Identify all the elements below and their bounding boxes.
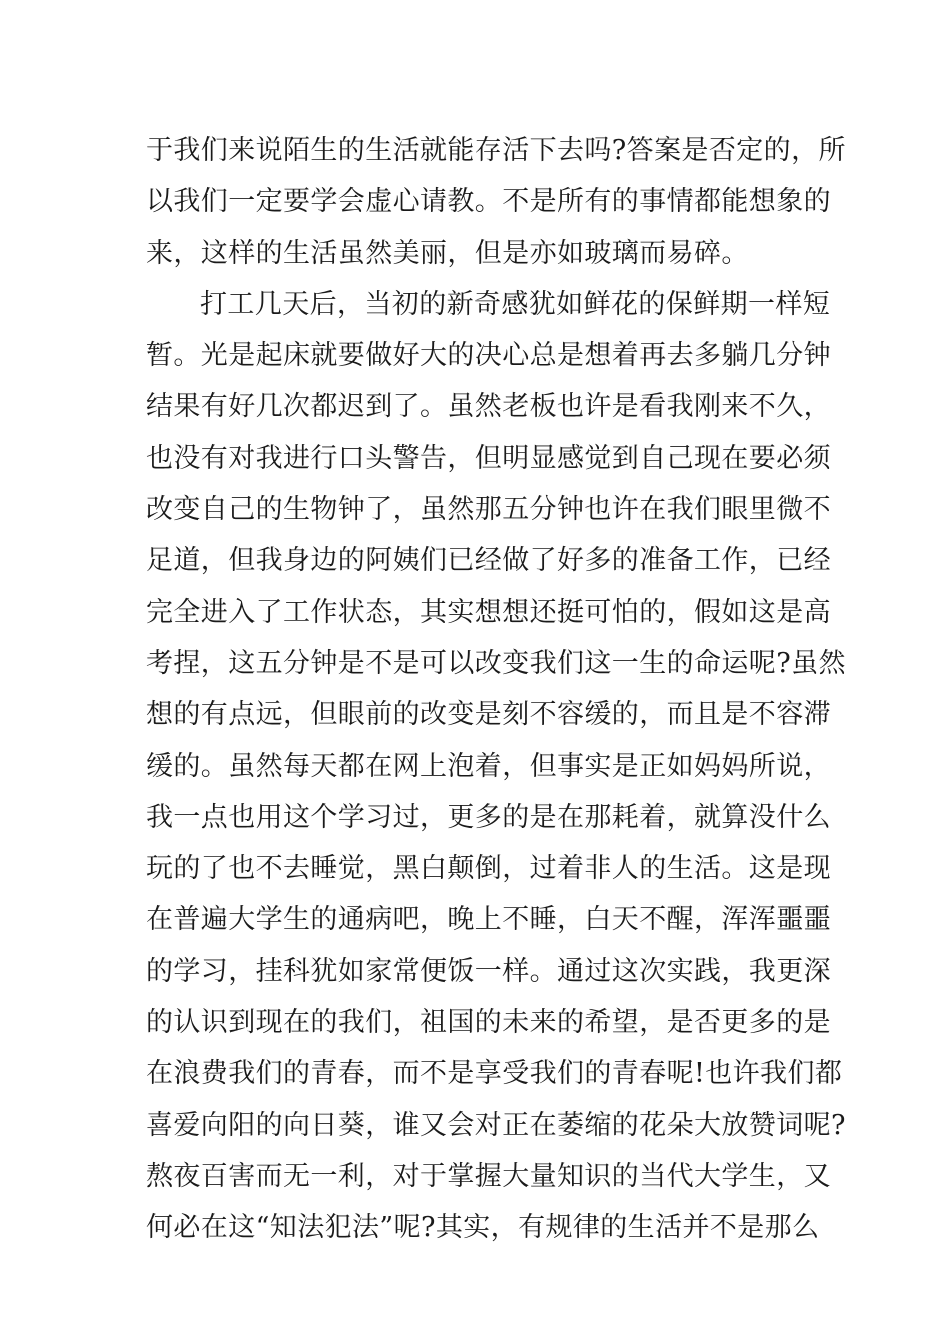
text-line: 改变自己的生物钟了，虽然那五分钟也许在我们眼里微不 bbox=[146, 494, 831, 526]
text-line: 来，这样的生活虽然美丽，但是亦如玻璃而易碎。 bbox=[146, 237, 749, 269]
text-line: 结果有好几次都迟到了。虽然老板也许是看我刚来不久， bbox=[146, 391, 831, 423]
text-line: 熬夜百害而无一利，对于掌握大量知识的当代大学生，又 bbox=[146, 1160, 831, 1192]
text-line: 想的有点远，但眼前的改变是刻不容缓的，而且是不容滞 bbox=[146, 699, 831, 731]
text-line: 缓的。虽然每天都在网上泡着，但事实是正如妈妈所说， bbox=[146, 750, 831, 782]
body-text bbox=[146, 125, 846, 1254]
text-line: 足道，但我身边的阿姨们已经做了好多的准备工作，已经 bbox=[146, 545, 831, 577]
text-line: 何必在这“知法犯法”呢?其实，有规律的生活并不是那么 bbox=[146, 1212, 820, 1244]
text-line: 玩的了也不去睡觉，黑白颠倒，过着非人的生活。这是现 bbox=[146, 853, 831, 885]
text-line: 在普遍大学生的通病吧，晚上不睡，白天不醒，浑浑噩噩 bbox=[146, 904, 831, 936]
text-line: 以我们一定要学会虚心请教。不是所有的事情都能想象的 bbox=[146, 186, 831, 218]
text-line: 我一点也用这个学习过，更多的是在那耗着，就算没什么 bbox=[146, 801, 831, 833]
text-line: 于我们来说陌生的生活就能存活下去吗?答案是否定的，所 bbox=[146, 135, 846, 166]
text-line: 在浪费我们的青春，而不是享受我们的青春呢!也许我们都 bbox=[146, 1058, 843, 1090]
text-line: 喜爱向阳的向日葵，谁又会对正在萎缩的花朵大放赞词呢? bbox=[146, 1109, 846, 1141]
text-line: 完全进入了工作状态，其实想想还挺可怕的，假如这是高 bbox=[146, 596, 831, 628]
text-line: 的学习，挂科犹如家常便饭一样。通过这次实践，我更深 bbox=[146, 955, 831, 987]
text-line: 的认识到现在的我们，祖国的未来的希望，是否更多的是 bbox=[146, 1007, 831, 1039]
text-line: 也没有对我进行口头警告，但明显感觉到自己现在要必须 bbox=[146, 442, 831, 474]
text-line: 考捏，这五分钟是不是可以改变我们这一生的命运呢?虽然 bbox=[146, 647, 846, 679]
paragraph-first-line: 打工几天后，当初的新奇感犹如鲜花的保鲜期一样短 bbox=[200, 288, 831, 320]
text-line: 暂。光是起床就要做好大的决心总是想着再去多躺几分钟 bbox=[146, 340, 831, 372]
